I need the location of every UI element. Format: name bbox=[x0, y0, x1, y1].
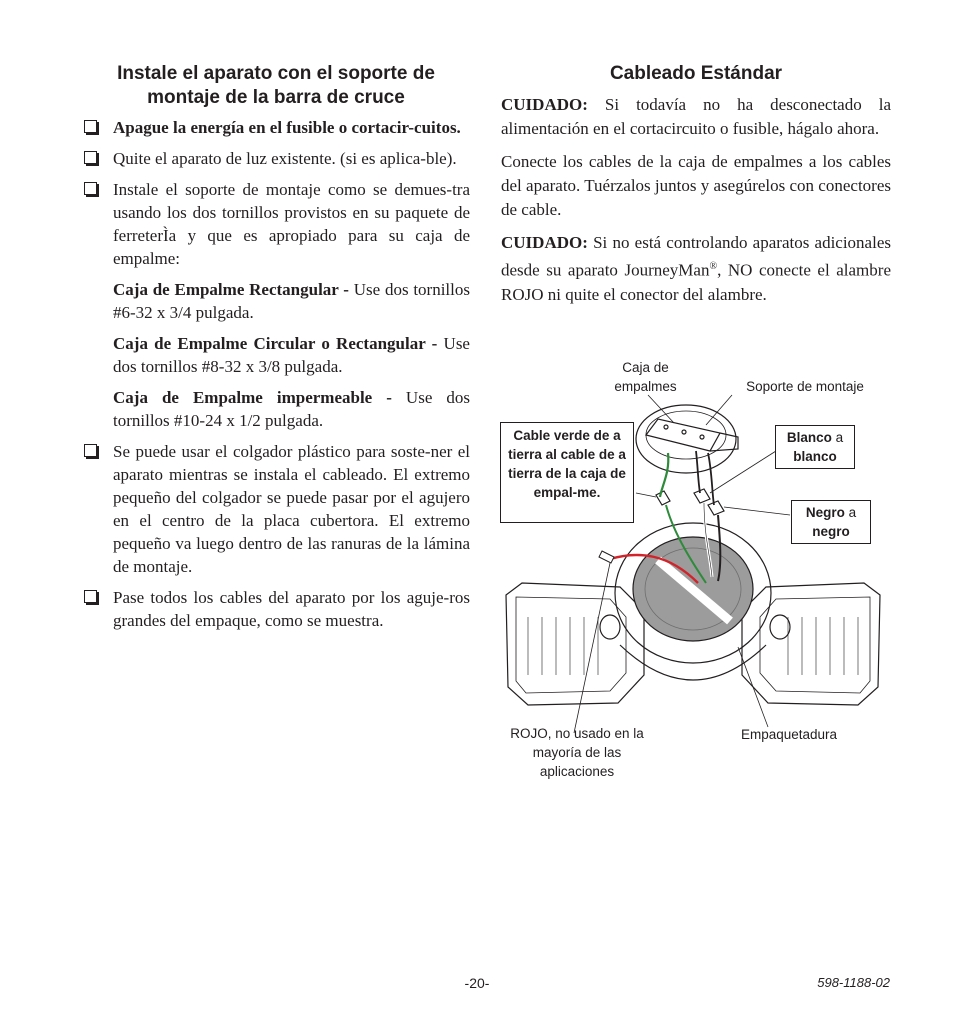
right-column bbox=[501, 62, 891, 316]
caution-label: CUIDADO: bbox=[501, 95, 588, 114]
mount-bracket-shape bbox=[646, 419, 720, 451]
wiring-diagram-svg bbox=[498, 355, 888, 785]
step-bold-text: Apague la energía en el fusible o cortacir-cuitos. bbox=[113, 118, 461, 137]
left-column bbox=[82, 62, 470, 640]
box-option-label: Caja de Empalme impermeable - bbox=[113, 388, 392, 407]
caution-paragraph-1 bbox=[501, 93, 891, 141]
label-mount-bracket: Soporte de montaje bbox=[746, 379, 864, 394]
callout-ground-text: Cable verde de a tierra al cable de a tierra de la caja de empal-me. bbox=[508, 428, 626, 500]
step-power-off bbox=[82, 116, 470, 139]
right-bulb-shape bbox=[770, 615, 790, 639]
caution-paragraph-2 bbox=[501, 231, 891, 307]
box-option-circular bbox=[82, 332, 470, 378]
step-hanger bbox=[82, 440, 470, 578]
black-bold-2: negro bbox=[812, 524, 850, 539]
caution-text: Si no está controlando aparatos adicionales desde su aparato JourneyMan bbox=[501, 233, 891, 280]
registered-mark: ® bbox=[709, 261, 718, 272]
callout-black-wire bbox=[791, 500, 871, 544]
section-heading-install: Instale el aparato con el soporte de montaje de la barra de cruce bbox=[117, 63, 435, 108]
caution-text-cont: , NO conecte el alambre ROJO ni quite el conector del alambre. bbox=[501, 260, 891, 304]
red-wire-cap bbox=[599, 551, 614, 563]
left-lamp-housing bbox=[506, 583, 644, 705]
callout-ground-wire bbox=[500, 422, 634, 523]
box-option-rectangular bbox=[82, 278, 470, 324]
checkbox-icon bbox=[84, 444, 97, 457]
black-mid: a bbox=[844, 505, 857, 520]
box-option-waterproof bbox=[82, 386, 470, 432]
step-text: Instale el soporte de montaje como se demues-tra usando los dos tornillos provistos en su paquete de ferreterÌa y que es apropiado para su caja de empalme: bbox=[113, 180, 470, 268]
white-bold-1: Blanco bbox=[786, 430, 832, 445]
checkbox-icon bbox=[84, 590, 97, 603]
box-option-label: Caja de Empalme Circular o Rectangular - bbox=[113, 334, 438, 353]
white-bold-2: blanco bbox=[793, 449, 837, 464]
ground-wire-nut bbox=[656, 491, 670, 505]
black-wire-nut bbox=[708, 501, 724, 515]
caution-label: CUIDADO: bbox=[501, 233, 588, 252]
step-text: Se puede usar el colgador plástico para soste-ner el aparato mientras se instala el cableado. El extremo pequeño del colgador se puede pasar por el agujero en el centro de la placa cubertora. El extremo pequeño va luego dentro de las ranuras de la lámina de montaje. bbox=[113, 442, 470, 576]
box-option-label: Caja de Empalme Rectangular - bbox=[113, 280, 349, 299]
step-install-bracket bbox=[82, 178, 470, 270]
step-remove-fixture bbox=[82, 147, 470, 170]
box-option-text: Use dos tornillos #8-32 x 3/8 pulgada. bbox=[113, 334, 470, 376]
label-gasket: Empaquetadura bbox=[740, 727, 838, 742]
label-junction-box: Caja de empalmes bbox=[614, 360, 677, 394]
white-mid: a bbox=[831, 430, 844, 445]
step-text: Pase todos los cables del aparato por los aguje-ros grandes del empaque, como se muestra. bbox=[113, 588, 470, 630]
junction-box-shape bbox=[636, 405, 736, 473]
checkbox-icon bbox=[84, 182, 97, 195]
connect-paragraph: Conecte los cables de la caja de empalmes a los cables del aparato. Tuérzalos juntos y asegúrelos con conectores de cable. bbox=[501, 152, 891, 219]
callout-white-wire bbox=[775, 425, 855, 469]
right-lamp-housing bbox=[742, 583, 880, 705]
box-option-text: Use dos tornillos #10-24 x 1/2 pulgada. bbox=[113, 388, 470, 430]
white-wire-nut bbox=[694, 489, 710, 503]
section-heading-wiring: Cableado Estándar bbox=[609, 63, 783, 84]
black-bold-1: Negro bbox=[805, 505, 845, 520]
caution-text: Si todavía no ha desconectado la alimentación en el cortacircuito o fusible, hágalo ahora. bbox=[501, 95, 891, 138]
step-pass-wires bbox=[82, 586, 470, 632]
left-bulb-shape bbox=[600, 615, 620, 639]
checkbox-icon bbox=[84, 151, 97, 164]
label-red-note: ROJO, no usado en la mayoría de las aplicaciones bbox=[510, 726, 644, 779]
page-number: -20- bbox=[464, 975, 490, 991]
step-text: Quite el aparato de luz existente. (si es aplica-ble). bbox=[113, 149, 457, 168]
wiring-illustration bbox=[498, 355, 888, 785]
box-option-text: Use dos tornillos #6-32 x 3/4 pulgada. bbox=[113, 280, 470, 322]
document-code: 598-1188-02 bbox=[817, 975, 890, 990]
checkbox-icon bbox=[84, 120, 97, 133]
